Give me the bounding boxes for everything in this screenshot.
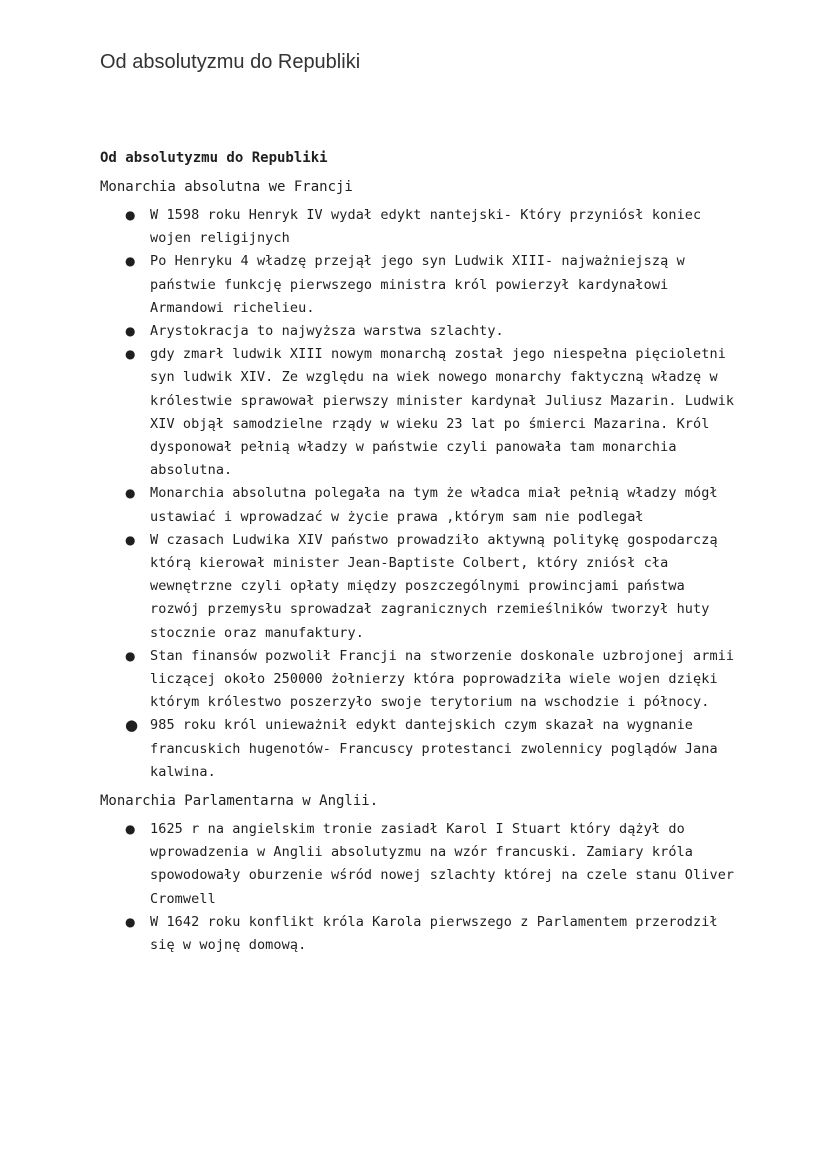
- bullet-icon: ●: [125, 254, 136, 269]
- bullet-icon: ●: [125, 716, 139, 735]
- list-item: ● gdy zmarł ludwik XIII nowym monarchą został jego niespełna pięcioletni syn ludwik XIV. Ze względu na wiek nowego monarchy faktyczną władzę w królestwie sprawował pierwszy minister kardynał Juliusz Mazarin. Ludwik XIV objął samodzielne rządy w wieku 23 lat po śmierci Mazarina. Król dysponował pełnią władzy w państwie czyli panowała tam monarchia absolutna.: [100, 343, 740, 482]
- document-body: [100, 147, 740, 957]
- list-item: ● 1625 r na angielskim tronie zasiadł Karol I Stuart który dążył do wprowadzenia w Anglii absolutyzmu na wzór francuski. Zamiary króla spowodowały oburzenie wśród nowej szlachty której na czele stanu Oliver Cromwell: [100, 818, 740, 911]
- document-heading: Od absolutyzmu do Republiki: [100, 150, 328, 166]
- bullet-icon: ●: [125, 532, 136, 547]
- list-item: ● Arystokracja to najwyższa warstwa szlachty.: [100, 320, 740, 343]
- list-item: ● Monarchia absolutna polegała na tym że władca miał pełnią władzy mógł ustawiać i wprowadzać w życie prawa ,którym sam nie podlegał: [100, 482, 740, 528]
- list-item: ● W 1642 roku konflikt króla Karola pierwszego z Parlamentem przerodził się w wojnę domową.: [100, 911, 740, 957]
- list-item: ● W 1598 roku Henryk IV wydał edykt nantejski- Który przyniósł koniec wojen religijnych: [100, 204, 740, 250]
- bullet-icon: ●: [125, 486, 136, 501]
- bullet-icon: ●: [125, 648, 136, 663]
- section-title-france: Monarchia absolutna we Francji: [100, 179, 353, 195]
- document-title: Od absolutyzmu do Republiki: [100, 51, 361, 73]
- bullet-icon: ●: [125, 347, 136, 362]
- bullet-list-france: [100, 204, 740, 784]
- list-item: ● Stan finansów pozwolił Francji na stworzenie doskonale uzbrojonej armii liczącej około 250000 żołnierzy która poprowadziła wiele wojen dzięki którym królestwo poszerzyło swoje terytorium na wschodzie i północy.: [100, 645, 740, 715]
- bullet-list-england: [100, 818, 740, 957]
- bullet-icon: ●: [125, 914, 136, 929]
- list-item: ● 985 roku król unieważnił edykt dantejskich czym skazał na wygnanie francuskich hugenotów- Francuscy protestanci zwolennicy poglądów Jana kalwina.: [125, 716, 718, 780]
- section-title-england: Monarchia Parlamentarna w Anglii.: [100, 793, 379, 810]
- bullet-icon: ●: [125, 822, 136, 837]
- list-item: ● Po Henryku 4 władzę przejął jego syn Ludwik XIII- najważniejszą w państwie funkcję pierwszego ministra król powierzył kardynałowi Armandowi richelieu.: [100, 250, 740, 320]
- bullet-icon: ●: [125, 208, 136, 222]
- bullet-icon: ●: [125, 324, 136, 339]
- list-item: ● W czasach Ludwika XIV państwo prowadziło aktywną politykę gospodarczą którą kierował minister Jean-Baptiste Colbert, który zniósł cła wewnętrzne czyli opłaty między poszczególnymi prowincjami państwa rozwój przemysłu sprowadzał zagranicznych rzemieślników tworzył huty stocznie oraz manufaktury.: [100, 529, 740, 645]
